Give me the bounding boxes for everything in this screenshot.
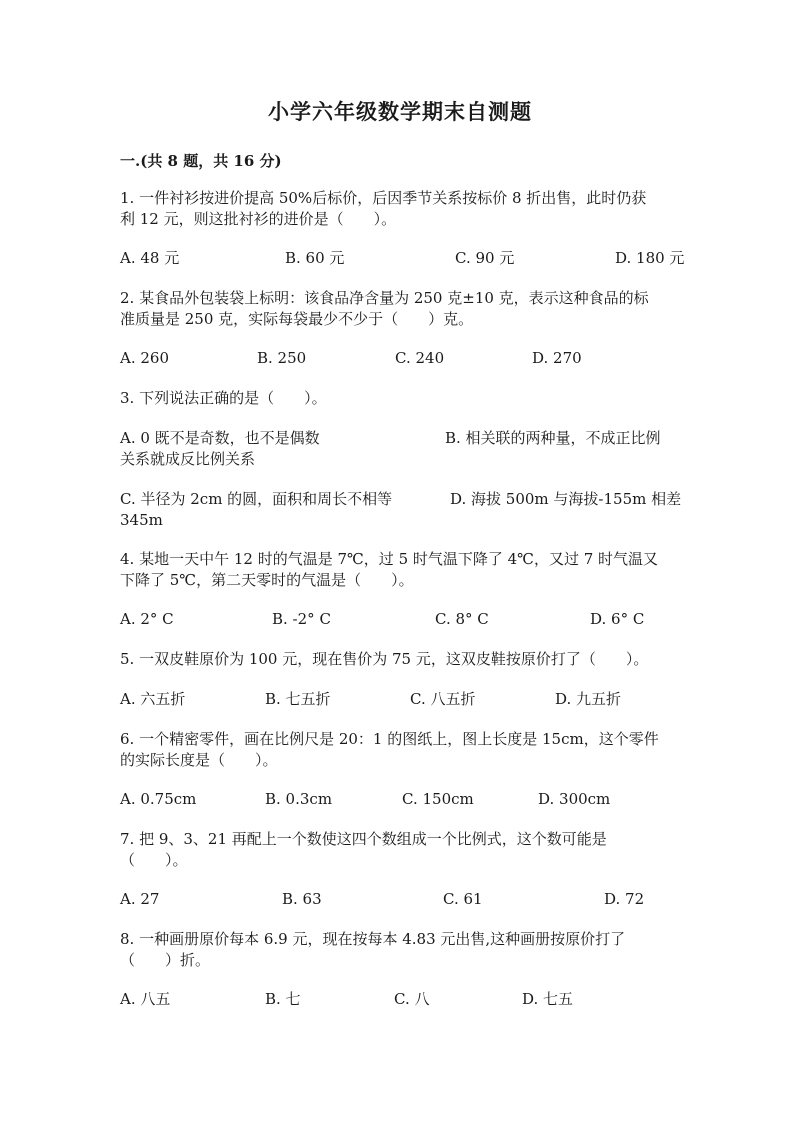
question-7-option-d: D. 72 bbox=[604, 890, 645, 908]
question-3-option-d bbox=[450, 489, 681, 510]
question-4-stem-line-1: 4. 某地一天中午 12 时的气温是 7℃，过 5 时气温下降了 4℃，又过 7 时气温又 bbox=[120, 550, 659, 568]
question-3 bbox=[120, 388, 680, 409]
question-2-option-c: C. 240 bbox=[395, 349, 445, 367]
question-1-option-a: A. 48 元 bbox=[120, 249, 180, 267]
question-7-option-c: C. 61 bbox=[443, 890, 483, 908]
question-8-option-c: C. 八 bbox=[394, 990, 430, 1008]
question-8-option-a: A. 八五 bbox=[120, 990, 171, 1008]
question-8-stem-line-2: （ ）折。 bbox=[120, 951, 211, 969]
question-3-option-d-wrap: 345m bbox=[120, 511, 163, 529]
page-title: 小学六年级数学期末自测题 bbox=[268, 99, 532, 124]
question-5-option-a: A. 六五折 bbox=[120, 690, 186, 708]
question-6-option-d: D. 300cm bbox=[538, 790, 611, 808]
section-header: 一.(共 8 题，共 16 分) bbox=[120, 152, 282, 170]
question-8 bbox=[120, 929, 680, 971]
question-3-option-a-line-1: A. 0 既不是奇数，也不是偶数 bbox=[120, 429, 320, 447]
question-3-option-b bbox=[445, 428, 661, 449]
question-4-option-b: B. -2° C bbox=[272, 610, 331, 628]
question-3-option-b-line-1: B. 相关联的两种量，不成正比例 bbox=[445, 429, 661, 447]
question-5-option-c: C. 八五折 bbox=[410, 690, 476, 708]
question-3-option-d-line-1: D. 海拔 500m 与海拔-155m 相差 bbox=[450, 490, 682, 508]
question-3-option-a bbox=[120, 428, 320, 449]
question-7 bbox=[120, 829, 680, 871]
question-2-option-b: B. 250 bbox=[257, 349, 307, 367]
question-2-option-d: D. 270 bbox=[532, 349, 582, 367]
question-6-stem-line-1: 6. 一个精密零件，画在比例尺是 20：1 的图纸上，图上长度是 15cm，这个零件 bbox=[120, 730, 659, 748]
question-3-option-b-wrap: 关系就成反比例关系 bbox=[120, 450, 256, 468]
question-6-option-a: A. 0.75cm bbox=[120, 790, 197, 808]
question-7-option-b: B. 63 bbox=[282, 890, 322, 908]
question-5-option-b: B. 七五折 bbox=[265, 690, 331, 708]
question-6 bbox=[120, 729, 680, 771]
question-7-stem-line-1: 7. 把 9、3、21 再配上一个数使这四个数组成一个比例式，这个数可能是 bbox=[120, 830, 607, 848]
question-5-stem-line-1: 5. 一双皮鞋原价为 100 元，现在售价为 75 元，这双皮鞋按原价打了（ ）。 bbox=[120, 650, 649, 668]
question-5 bbox=[120, 649, 680, 670]
question-8-option-b: B. 七 bbox=[265, 990, 301, 1008]
question-3-option-c bbox=[120, 489, 392, 510]
question-7-stem-line-2: （ ）。 bbox=[120, 851, 188, 869]
question-4-option-d: D. 6° C bbox=[590, 610, 645, 628]
question-4 bbox=[120, 549, 680, 591]
question-4-option-a: A. 2° C bbox=[120, 610, 174, 628]
question-1-option-c: C. 90 元 bbox=[455, 249, 515, 267]
question-2-stem-line-1: 2. 某食品外包装袋上标明：该食品净含量为 250 克±10 克，表示这种食品的标 bbox=[120, 289, 649, 307]
question-1 bbox=[120, 188, 680, 230]
question-1-option-b: B. 60 元 bbox=[285, 249, 345, 267]
question-8-option-d: D. 七五 bbox=[522, 990, 574, 1008]
question-2-stem-line-2: 准质量是 250 克，实际每袋最少不少于（ ）克。 bbox=[120, 310, 474, 328]
question-3-stem-line-1: 3. 下列说法正确的是（ ）。 bbox=[120, 389, 327, 407]
question-4-option-c: C. 8° C bbox=[435, 610, 489, 628]
question-3-option-c-line-1: C. 半径为 2cm 的圆，面积和周长不相等 bbox=[120, 490, 393, 508]
question-1-option-d: D. 180 元 bbox=[615, 249, 685, 267]
question-6-option-b: B. 0.3cm bbox=[265, 790, 333, 808]
question-6-option-c: C. 150cm bbox=[402, 790, 474, 808]
question-5-option-d: D. 九五折 bbox=[555, 690, 622, 708]
question-4-stem-line-2: 下降了 5℃，第二天零时的气温是（ ）。 bbox=[120, 571, 414, 589]
question-7-option-a: A. 27 bbox=[120, 890, 160, 908]
question-1-stem-line-1: 1. 一件衬衫按进价提高 50%后标价，后因季节关系按标价 8 折出售，此时仍获 bbox=[120, 189, 647, 207]
question-2-option-a: A. 260 bbox=[120, 349, 169, 367]
question-6-stem-line-2: 的实际长度是（ ）。 bbox=[120, 751, 278, 769]
question-8-stem-line-1: 8. 一种画册原价每本 6.9 元，现在按每本 4.83 元出售,这种画册按原价打了 bbox=[120, 930, 626, 948]
question-1-stem-line-2: 利 12 元，则这批衬衫的进价是（ ）。 bbox=[120, 210, 397, 228]
question-2 bbox=[120, 288, 680, 330]
